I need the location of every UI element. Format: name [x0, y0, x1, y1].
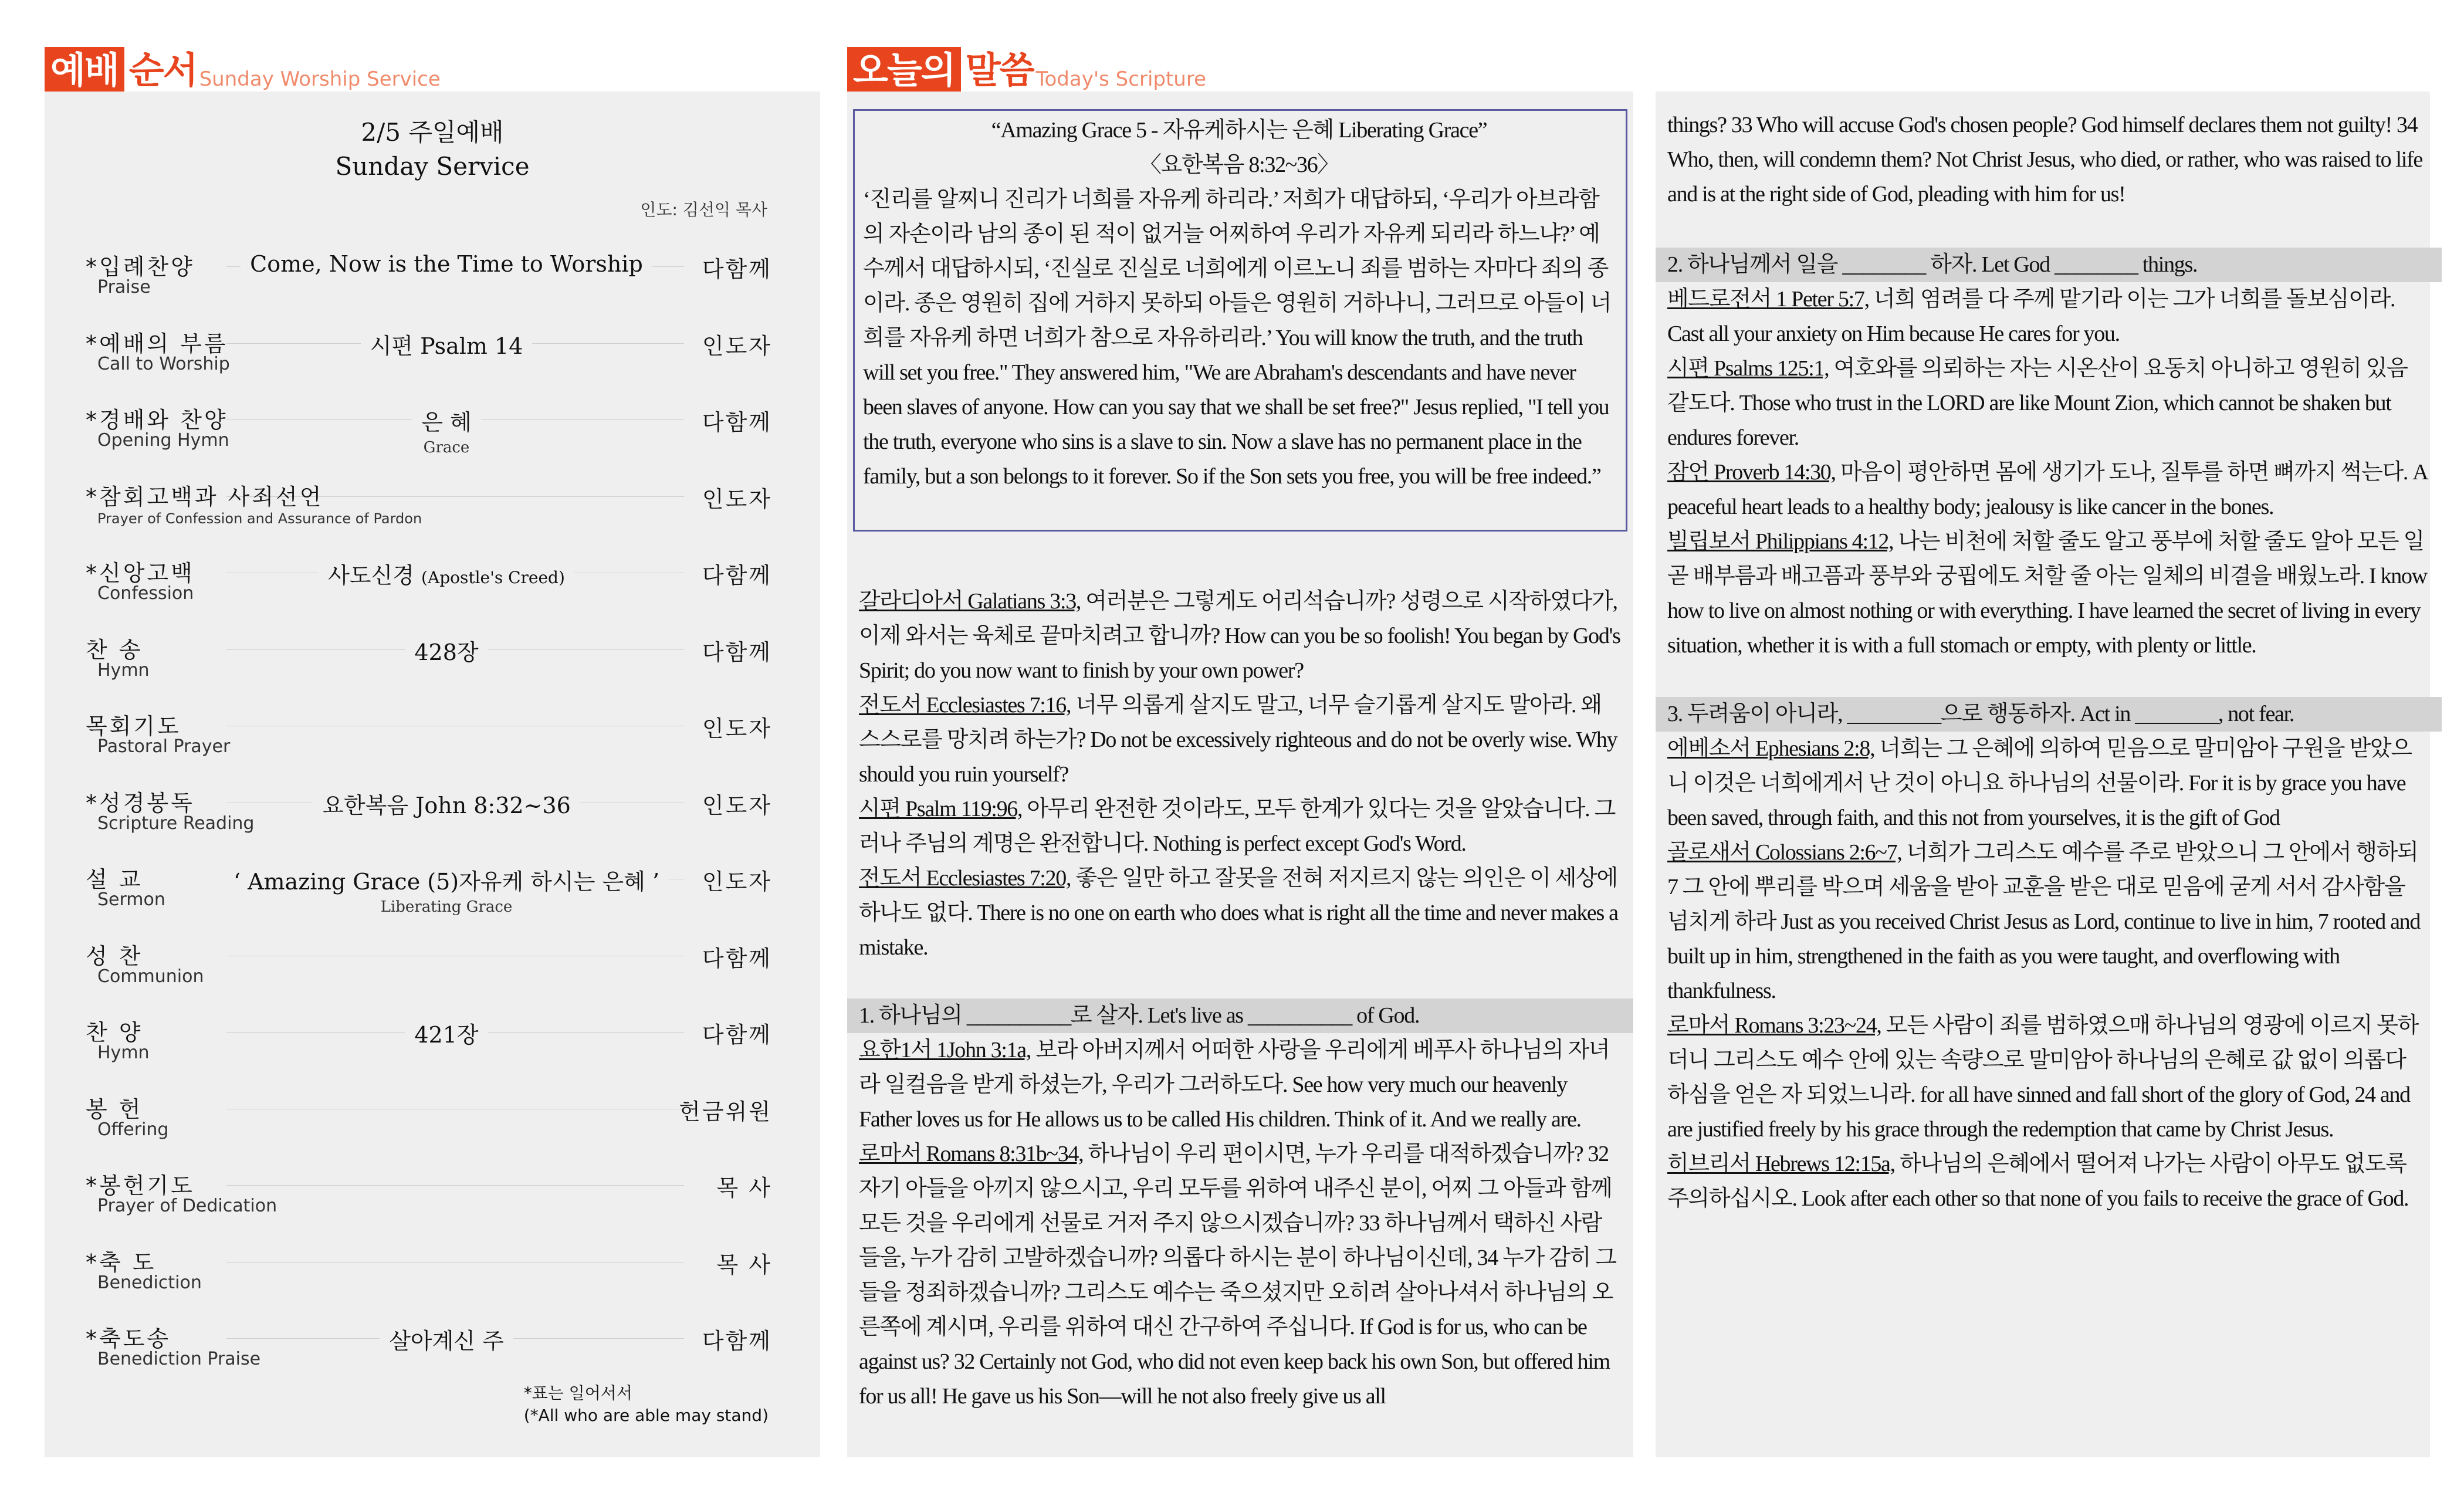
leader-line: [226, 1185, 684, 1186]
service-item-detail-sub: Liberating Grace: [380, 898, 513, 916]
sermon-passage-ref: 〈요한복음 8:32~36〉: [1139, 153, 1339, 177]
service-item-leader: 다함께: [702, 256, 772, 282]
verse-text: 너무 의롭게 살지도 말고, 너무 슬기롭게 살지도 말아라. 왜 스스로를 망치려 하는가? Do not be excessively righteous and do not be overly wise. Why should you ruin yourself?: [859, 693, 1617, 787]
service-item-en: Pastoral Prayer: [97, 736, 231, 757]
service-item-detail: [203, 787, 690, 820]
point-1-heading: 1. 하나님의 __________로 살자. Let's live as __________ of God.: [847, 999, 1633, 1033]
verse: [859, 1033, 1622, 1137]
point-1-verses: [859, 1033, 1622, 1414]
service-item-leader: 인도자: [702, 333, 772, 359]
verse: [859, 792, 1622, 861]
point-3-verses: [1667, 732, 2430, 1216]
stand-note-en: (*All who are able may stand): [523, 1406, 769, 1425]
service-item-leader: 목 사: [716, 1251, 772, 1278]
verse-ref: 로마서 Romans 8:31b~34,: [859, 1142, 1084, 1166]
verse-ref: 빌립보서 Philippians 4:12,: [1667, 529, 1894, 554]
service-title: 2/5 주일예배: [361, 118, 504, 147]
verse: [1667, 455, 2430, 524]
point-2-heading: 2. 하나님께서 일을 ________ 하자. Let God ________ things.: [1656, 248, 2442, 282]
verse-text: 아무리 완전한 것이라도, 모두 한계가 있다는 것을 알았습니다. 그러나 주님의 계명은 완전합니다. Nothing is perfect except God's Word.: [859, 797, 1615, 856]
service-item-detail: [203, 251, 690, 277]
worship-header-kr1: 예배: [45, 47, 124, 94]
service-item-detail-text: 은 혜: [421, 409, 472, 435]
service-item: [86, 473, 813, 543]
sermon-passage-box: [853, 109, 1627, 532]
service-item-en: Benediction Praise: [97, 1349, 261, 1369]
service-item-kr: 설 교: [86, 867, 143, 892]
service-item: [86, 855, 813, 926]
service-item-detail-text: 421장: [414, 1022, 479, 1048]
scripture-panel: [847, 92, 1633, 1457]
service-item-en: Opening Hymn: [97, 430, 229, 451]
point-3-heading: 3. 두려움이 아니라, _________으로 행동하자. Act in ________, not fear.: [1656, 697, 2442, 732]
verse-ref: 갈라디아서 Galatians 3:3,: [859, 589, 1081, 614]
verse-text: 너희 염려를 다 주께 맡기라 이는 그가 너희를 돌보심이라. Cast all your anxiety on Him because He cares for you.: [1667, 287, 2395, 346]
service-item-kr: *경배와 찬양: [86, 407, 228, 433]
service-item-detail: [203, 634, 690, 666]
service-item-kr: *성경봉독: [86, 790, 195, 816]
continued-verse: things? 33 Who will accuse God's chosen people? God himself declares them not guilty! 34 Who, then, will condemn them? Not Christ Jesus, who died, or rather, who was raised to life and is at the right side of God, pleading with him for us!: [1667, 113, 2422, 207]
service-item-kr: *참회고백과 사죄선언: [86, 483, 324, 510]
service-item-en: Sermon: [97, 889, 165, 910]
service-item-en: Confession: [97, 583, 194, 604]
verse-text: 너희는 그 은혜에 의하여 믿음으로 말미암아 구원을 받았으니 이것은 너희에게서 난 것이 아니요 하나님의 선물이라. For it is by grace you have been saved, through faith, and this not from yourselves, it is the gift of God: [1667, 736, 2412, 830]
point-2-block: [1667, 248, 2430, 663]
service-item: [86, 702, 813, 773]
verse-text: 좋은 일만 하고 잘못을 전혀 저지르지 않는 의인은 이 세상에 하나도 없다. There is no one on earth who does what is right all the time and never makes a mistake.: [859, 866, 1618, 960]
verse: [859, 861, 1622, 965]
scripture-header-kr2: 말씀: [965, 49, 1034, 92]
service-item-detail-text: 사도신경: [328, 563, 414, 588]
verse-ref: 잠언 Proverb 14:30,: [1667, 460, 1836, 485]
verse-text: 하나님의 은혜에서 떨어져 나가는 사람이 아무도 없도록 주의하십시오. Look after each other so that none of you fails to receive the grace of God.: [1667, 1152, 2409, 1211]
service-item-leader: 헌금위원: [679, 1098, 772, 1125]
service-item-kr: *예배의 부름: [86, 330, 228, 357]
verse-ref: 시편 Psalms 125:1,: [1667, 356, 1829, 381]
verse: [859, 584, 1622, 688]
service-item-kr: 봉 헌: [86, 1096, 143, 1122]
service-item: [86, 932, 813, 1003]
service-item: [86, 1162, 813, 1232]
service-item-en: Hymn: [97, 659, 150, 681]
verse: [1667, 351, 2430, 455]
service-item-leader: 다함께: [702, 639, 772, 665]
officiant: 인도: 김선익 목사: [640, 200, 767, 219]
service-item: [86, 549, 813, 620]
verse: [1667, 524, 2430, 663]
service-item-detail-text: ‘ Amazing Grace (5)자유케 하시는 은혜 ’: [233, 869, 660, 895]
verse-ref: 에베소서 Ephesians 2:8,: [1667, 736, 1875, 761]
service-item-detail-text: 살아계신 주: [389, 1328, 504, 1354]
verse: [1667, 835, 2430, 1008]
leader-line: [226, 1262, 684, 1263]
verse-ref: 시편 Psalm 119:96,: [859, 797, 1023, 821]
service-item-kr: *축도송: [86, 1326, 171, 1352]
service-item: [86, 243, 813, 313]
service-item-kr: *신앙고백: [86, 560, 195, 586]
service-item-detail: [203, 1323, 690, 1355]
service-item-detail: [203, 864, 690, 916]
service-item: [86, 1085, 813, 1156]
scripture-header: [847, 41, 1230, 94]
verse: [1667, 1008, 2430, 1147]
service-item-leader: 인도자: [702, 716, 772, 742]
intro-verses: [859, 584, 1622, 965]
sermon-passage-body: ‘진리를 알찌니 진리가 너희를 자유케 하리라.’ 저희가 대답하되, ‘우리가 아브라함의 자손이라 남의 종이 된 적이 없거늘 어찌하여 우리가 자유케 되리라 하느냐?’ 예수께서 대답하시되, ‘진실로 진실로 너희에게 이르노니 죄를 범하는 자마다 죄의 종이라. 종은 영원히 집에 거하지 못하되 아들은 영원히 거하나니, 그러므로 아들이 너희를 자유케 하면 너희가 참으로 자유하리라.’ You will know the truth, and the truth will set you free." They answered him, "We are Abraham's descendants and have never been slaves of anyone. How can you say that we shall be set free?" Jesus replied, "I tell you the truth, everyone who sins is a slave to sin. Now a slave has no permanent place in the family, but a son belongs to it forever. So if the Son sets you free, you will be free indeed.”: [863, 187, 1612, 489]
service-item: [86, 1315, 813, 1385]
point-1-block: [859, 999, 1622, 1414]
service-item-detail: [203, 1017, 690, 1049]
service-item-en: Benediction: [97, 1272, 202, 1293]
verse-text: 여호와를 의뢰하는 자는 시온산이 요동치 아니하고 영원히 있음 같도다. Those who trust in the LORD are like Mount Zion, which cannot be shaken but endures forever.: [1667, 356, 2408, 450]
service-item-en: Communion: [97, 966, 204, 987]
service-item-leader: 다함께: [702, 945, 772, 972]
service-item: [86, 779, 813, 849]
verse: [859, 1137, 1622, 1414]
service-item-leader: 인도자: [702, 792, 772, 818]
verse-text: 마음이 평안하면 몸에 생기가 도나, 질투를 하면 뼈까지 썩는다. A peaceful heart leads to a healthy body; jealousy is like cancer in the bones.: [1667, 460, 2427, 519]
service-item-detail: [203, 404, 690, 456]
service-item-detail-text: 428장: [414, 639, 479, 665]
verse-text: 나는 비천에 처할 줄도 알고 풍부에 처할 줄도 알아 모든 일 곧 배부름과 배고픔과 풍부와 궁핍에도 처할 줄 아는 일체의 비결을 배웠노라. I know how to live on almost nothing or with everything. I have learned the secret of living in every situation, whether it is with a full stomach or empty, with plenty or little.: [1667, 529, 2427, 658]
order-of-worship-panel: [45, 92, 820, 1457]
service-item-detail: [203, 328, 690, 360]
verse-text: 너희가 그리스도 예수를 주로 받았으니 그 안에서 행하되 7 그 안에 뿌리를 박으며 세움을 받아 교훈을 받은 대로 믿음에 굳게 서서 감사함을 넘치게 하라 Just as you received Christ Jesus as Lord, continue to live in him, 7 rooted and built up in him, strengthened in the faith as you were taught, and overflowing with thankfulness.: [1667, 840, 2421, 1003]
service-item-leader: 목 사: [716, 1175, 772, 1201]
service-item-kr: 찬 양: [86, 1020, 143, 1045]
verse: [1667, 732, 2430, 835]
service-item-detail-text: Come, Now is the Time to Worship: [250, 251, 643, 277]
worship-header-en: Sunday Worship Service: [199, 67, 464, 94]
service-item-leader: 다함께: [702, 1022, 772, 1048]
service-item-detail-text: 시편 Psalm 14: [370, 333, 523, 359]
service-item-leader: 다함께: [702, 563, 772, 588]
service-item-detail-text: 요한복음 John 8:32~36: [322, 792, 571, 818]
service-item-en: Scripture Reading: [97, 813, 255, 834]
verse-ref: 베드로전서 1 Peter 5:7,: [1667, 287, 1869, 312]
scripture-header-kr1: 오늘의: [847, 47, 961, 94]
service-item-kr: *봉헌기도: [86, 1173, 195, 1199]
verse: [1667, 282, 2430, 351]
service-subtitle: Sunday Service: [335, 152, 530, 181]
service-item-en: Offering: [97, 1119, 169, 1140]
worship-order-header: [45, 41, 464, 94]
service-item-kr: *입례찬양: [86, 254, 195, 280]
service-item: [86, 626, 813, 696]
service-item-leader: 인도자: [702, 869, 772, 895]
verse-ref: 전도서 Ecclesiastes 7:16,: [859, 693, 1071, 717]
stand-note-kr: *표는 일어서서: [523, 1383, 632, 1403]
service-item-detail-sub: Grace: [423, 439, 470, 456]
verse: [859, 688, 1622, 792]
service-item-en: Praise: [97, 277, 151, 297]
service-item: [86, 320, 813, 390]
verse-text: 여러분은 그렇게도 어리석습니까? 성령으로 시작하였다가, 이제 와서는 육체로 끝마치려고 합니까? How can you be so foolish! You began by God's Spirit; do you now want to finish by your own power?: [859, 589, 1620, 683]
verse-ref: 히브리서 Hebrews 12:15a,: [1667, 1152, 1895, 1176]
service-item: [86, 1008, 813, 1079]
scripture-header-en: Today's Scripture: [1035, 67, 1230, 94]
service-item-en: Hymn: [97, 1043, 150, 1063]
service-item-kr: 성 찬: [86, 943, 143, 969]
service-item-en: Call to Worship: [97, 353, 230, 374]
point-2-verses: [1667, 282, 2430, 663]
verse-text: 모든 사람이 죄를 범하였으매 하나님의 영광에 이르지 못하더니 그리스도 예수 안에 있는 속량으로 말미암아 하나님의 은혜로 값 없이 의롭다 하심을 얻은 자 되었느니라. for all have sinned and fall short of the glory of God, 24 and are justified freely by his grace through the redemption that came by Christ Jesus.: [1667, 1013, 2419, 1142]
service-item-detail: [203, 557, 690, 590]
verse-ref: 전도서 Ecclesiastes 7:20,: [859, 866, 1071, 891]
service-item: [86, 1238, 813, 1309]
stand-note: [524, 1382, 769, 1427]
service-item-en: Prayer of Confession and Assurance of Pardon: [97, 510, 422, 527]
service-item-kr: *축 도: [86, 1249, 157, 1275]
verse-ref: 골로새서 Colossians 2:6~7,: [1667, 840, 1902, 865]
worship-header-kr2: 순서: [128, 49, 197, 92]
verse-ref: 로마서 Romans 3:23~24,: [1667, 1013, 1881, 1038]
verse: [1667, 1147, 2430, 1216]
point-3-block: [1667, 697, 2430, 1216]
service-item: [86, 396, 813, 466]
service-item-kr: 목회기도: [86, 713, 181, 739]
service-item-kr: 찬 송: [86, 637, 143, 663]
service-item-leader: 다함께: [702, 1328, 772, 1354]
service-item-en: Prayer of Dedication: [97, 1196, 277, 1216]
verse-text: 하나님이 우리 편이시면, 누가 우리를 대적하겠습니까? 32 자기 아들을 아끼지 않으시고, 우리 모두를 위하여 내주신 분이, 어찌 그 아들과 함께 모든 것을 우리에게 선물로 거저 주지 않으시겠습니까? 33 하나님께서 택하신 사람들을, 누가 감히 고발하겠습니까? 의롭다 하시는 분이 하나님이신데, 34 누가 감히 그들을 정죄하겠습니까? 그리스도 예수는 죽으셨지만 오히려 살아나셔서 하나님의 오른쪽에 계시며, 우리를 위하여 대신 간구하여 주십니다. If God is for us, who can be against us? 32 Certainly not God, who did not even keep back his own Son, but offered him for us all! He gave us his Son—will he not also freely give us all: [859, 1142, 1616, 1409]
scripture-panel-continued: [1656, 92, 2430, 1457]
service-item-detail-extra: (Apostle's Creed): [421, 568, 565, 587]
verse-ref: 요한1서 1John 3:1a,: [859, 1038, 1031, 1062]
service-item-leader: 인도자: [702, 486, 772, 512]
sermon-passage-title: “Amazing Grace 5 - 자유케하시는 은혜 Liberating Grace”: [991, 118, 1487, 143]
verse-text: 보라 아버지께서 어떠한 사랑을 우리에게 베푸사 하나님의 자녀라 일컬음을 받게 하셨는가, 우리가 그러하도다. See how very much our heavenly Father loves us for He allows us to be called His children. Think of it. And we really are.: [859, 1038, 1610, 1132]
service-item-leader: 다함께: [702, 409, 772, 435]
